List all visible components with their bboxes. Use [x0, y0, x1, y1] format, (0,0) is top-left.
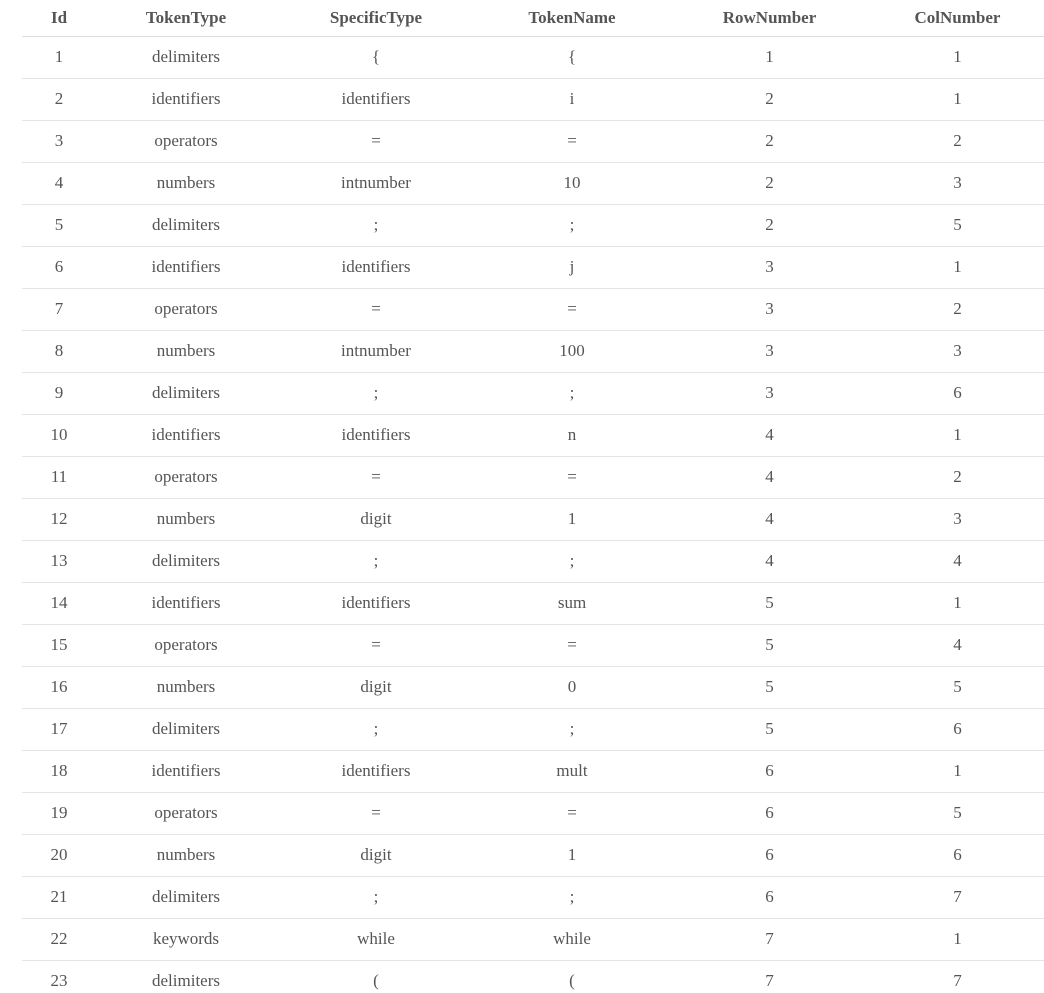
column-header-row-number: RowNumber: [668, 0, 871, 36]
cell-token-type: numbers: [96, 834, 276, 876]
cell-token-type: delimiters: [152, 971, 220, 991]
token-table: [22, 0, 1044, 993]
cell-token-name: 10: [476, 162, 668, 204]
cell-token-type: operators: [96, 456, 276, 498]
table-row: [22, 540, 1044, 582]
cell-id: 13: [22, 540, 96, 582]
cell-col-number: 2: [871, 456, 1044, 498]
table-row: [22, 750, 1044, 792]
cell-token-name: =: [476, 792, 668, 834]
cell-col-number: 6: [871, 834, 1044, 876]
table-row: [22, 78, 1044, 120]
column-header-col-number: ColNumber: [871, 0, 1044, 36]
cell-col-number: 5: [871, 666, 1044, 708]
token-table-container: [22, 0, 1044, 993]
cell-row-number: 5: [668, 708, 871, 750]
cell-token-name: sum: [476, 582, 668, 624]
cell-token-type: operators: [96, 120, 276, 162]
cell-token-name: n: [476, 414, 668, 456]
cell-col-number: 7: [871, 876, 1044, 918]
column-header-id: Id: [22, 0, 96, 36]
cell-token-name: =: [476, 456, 668, 498]
table-row: [22, 120, 1044, 162]
cell-specific-type: intnumber: [276, 330, 476, 372]
cell-token-name: =: [476, 120, 668, 162]
cell-token-type: delimiters: [96, 36, 276, 78]
table-body: [22, 36, 1044, 993]
cell-token-type: delimiters: [96, 540, 276, 582]
cell-row-number: 5: [668, 624, 871, 666]
cell-id: 12: [22, 498, 96, 540]
cell-specific-type: =: [276, 456, 476, 498]
cell-specific-type: {: [276, 36, 476, 78]
column-header-token-type: TokenType: [96, 0, 276, 36]
cell-id: 8: [22, 330, 96, 372]
table-row: [22, 288, 1044, 330]
cell-row-number: 3: [668, 288, 871, 330]
cell-col-number: 6: [871, 372, 1044, 414]
table-row: [22, 876, 1044, 918]
cell-row-number: 4: [668, 540, 871, 582]
cell-row-number: 1: [668, 36, 871, 78]
cell-id: 10: [22, 414, 96, 456]
cell-row-number: 7: [668, 918, 871, 960]
cell-specific-type: identifiers: [276, 78, 476, 120]
cell-col-number: 4: [871, 624, 1044, 666]
table-row: [22, 246, 1044, 288]
cell-specific-type: =: [276, 288, 476, 330]
cell-token-type: numbers: [96, 330, 276, 372]
cell-row-number: 7: [765, 971, 774, 991]
cell-row-number: 3: [668, 372, 871, 414]
cell-col-number: 1: [871, 78, 1044, 120]
cell-id: 19: [22, 792, 96, 834]
table-row: [22, 960, 1044, 993]
cell-token-type: identifiers: [96, 246, 276, 288]
table-row: [22, 330, 1044, 372]
cell-token-name: 100: [476, 330, 668, 372]
cell-col-number: 3: [871, 162, 1044, 204]
table-row: [22, 918, 1044, 960]
cell-specific-type: while: [276, 918, 476, 960]
cell-specific-type: ;: [276, 708, 476, 750]
cell-col-number: 2: [871, 288, 1044, 330]
cell-specific-type: (: [373, 971, 379, 991]
table-row: [22, 666, 1044, 708]
table-header: [22, 0, 1044, 36]
cell-specific-type: identifiers: [276, 582, 476, 624]
table-row: [22, 162, 1044, 204]
cell-id: 4: [22, 162, 96, 204]
cell-col-number: 1: [871, 582, 1044, 624]
cell-id: 15: [22, 624, 96, 666]
cell-specific-type: ;: [276, 540, 476, 582]
cell-token-name: 0: [476, 666, 668, 708]
cell-token-type: identifiers: [96, 750, 276, 792]
table-row: [22, 372, 1044, 414]
cell-specific-type: digit: [276, 666, 476, 708]
table-row: [22, 36, 1044, 78]
cell-specific-type: =: [276, 120, 476, 162]
cell-token-name: =: [476, 288, 668, 330]
cell-col-number: 4: [871, 540, 1044, 582]
cell-id: 22: [22, 918, 96, 960]
cell-col-number: 1: [871, 36, 1044, 78]
cell-id: 9: [22, 372, 96, 414]
cell-row-number: 6: [668, 876, 871, 918]
table-row: [22, 456, 1044, 498]
cell-token-name: 1: [476, 834, 668, 876]
cell-token-type: operators: [96, 624, 276, 666]
cell-specific-type: =: [276, 792, 476, 834]
cell-token-type: keywords: [96, 918, 276, 960]
cell-token-name: mult: [476, 750, 668, 792]
cell-token-name: ;: [476, 708, 668, 750]
cell-id: 17: [22, 708, 96, 750]
cell-token-name: 1: [476, 498, 668, 540]
cell-row-number: 3: [668, 246, 871, 288]
cell-id: 1: [22, 36, 96, 78]
table-row: [22, 624, 1044, 666]
cell-token-name: i: [476, 78, 668, 120]
cell-id: 23: [50, 971, 68, 991]
cell-specific-type: identifiers: [276, 414, 476, 456]
cell-specific-type: digit: [276, 498, 476, 540]
cell-row-number: 6: [668, 792, 871, 834]
column-header-specific-type: SpecificType: [276, 0, 476, 36]
cell-col-number: 5: [871, 204, 1044, 246]
cell-id: 5: [22, 204, 96, 246]
cell-specific-type: ;: [276, 372, 476, 414]
cell-token-name: (: [569, 971, 575, 991]
cell-specific-type: =: [276, 624, 476, 666]
cell-token-name: ;: [476, 204, 668, 246]
cell-id: 11: [22, 456, 96, 498]
cell-token-type: numbers: [96, 498, 276, 540]
cell-specific-type: identifiers: [276, 750, 476, 792]
cell-id: 3: [22, 120, 96, 162]
cell-col-number: 3: [871, 330, 1044, 372]
cell-token-type: identifiers: [96, 414, 276, 456]
cell-token-name: =: [476, 624, 668, 666]
table-row: [22, 792, 1044, 834]
cell-col-number: 1: [871, 750, 1044, 792]
cell-token-type: identifiers: [96, 78, 276, 120]
cell-row-number: 3: [668, 330, 871, 372]
cell-token-type: delimiters: [96, 876, 276, 918]
table-row: [22, 498, 1044, 540]
cell-token-name: ;: [476, 876, 668, 918]
cell-specific-type: digit: [276, 834, 476, 876]
header-row: [22, 0, 1044, 36]
cell-token-name: ;: [476, 540, 668, 582]
cell-col-number: 2: [871, 120, 1044, 162]
cell-token-type: numbers: [96, 666, 276, 708]
cell-col-number: 1: [871, 246, 1044, 288]
cell-col-number: 3: [871, 498, 1044, 540]
cell-id: 16: [22, 666, 96, 708]
cell-token-type: identifiers: [96, 582, 276, 624]
cell-col-number: 1: [871, 918, 1044, 960]
cell-row-number: 5: [668, 582, 871, 624]
cell-specific-type: ;: [276, 204, 476, 246]
cell-row-number: 2: [668, 162, 871, 204]
cell-row-number: 4: [668, 414, 871, 456]
cell-row-number: 4: [668, 498, 871, 540]
cell-row-number: 5: [668, 666, 871, 708]
cell-token-type: operators: [96, 288, 276, 330]
cell-token-name: j: [476, 246, 668, 288]
cell-id: 2: [22, 78, 96, 120]
column-header-token-name: TokenName: [476, 0, 668, 36]
cell-token-name: while: [476, 918, 668, 960]
cell-token-name: {: [476, 36, 668, 78]
cell-id: 21: [22, 876, 96, 918]
cell-row-number: 2: [668, 204, 871, 246]
cell-row-number: 4: [668, 456, 871, 498]
cell-token-type: delimiters: [96, 372, 276, 414]
cell-id: 20: [22, 834, 96, 876]
table-row: [22, 708, 1044, 750]
cell-token-type: operators: [96, 792, 276, 834]
cell-col-number: 5: [871, 792, 1044, 834]
cell-row-number: 6: [668, 750, 871, 792]
cell-col-number: 1: [871, 414, 1044, 456]
cell-row-number: 2: [668, 120, 871, 162]
cell-token-type: delimiters: [96, 204, 276, 246]
table-row: [22, 582, 1044, 624]
table-row: [22, 204, 1044, 246]
cell-id: 6: [22, 246, 96, 288]
cell-row-number: 6: [668, 834, 871, 876]
cell-row-number: 2: [668, 78, 871, 120]
cell-id: 18: [22, 750, 96, 792]
cell-col-number: 6: [871, 708, 1044, 750]
table-row: [22, 834, 1044, 876]
cell-token-type: numbers: [96, 162, 276, 204]
cell-specific-type: ;: [276, 876, 476, 918]
cell-specific-type: identifiers: [276, 246, 476, 288]
cell-id: 14: [22, 582, 96, 624]
table-row: [22, 414, 1044, 456]
cell-token-type: delimiters: [96, 708, 276, 750]
cell-col-number: 7: [953, 971, 962, 991]
cell-token-name: ;: [476, 372, 668, 414]
cell-specific-type: intnumber: [276, 162, 476, 204]
cell-id: 7: [22, 288, 96, 330]
